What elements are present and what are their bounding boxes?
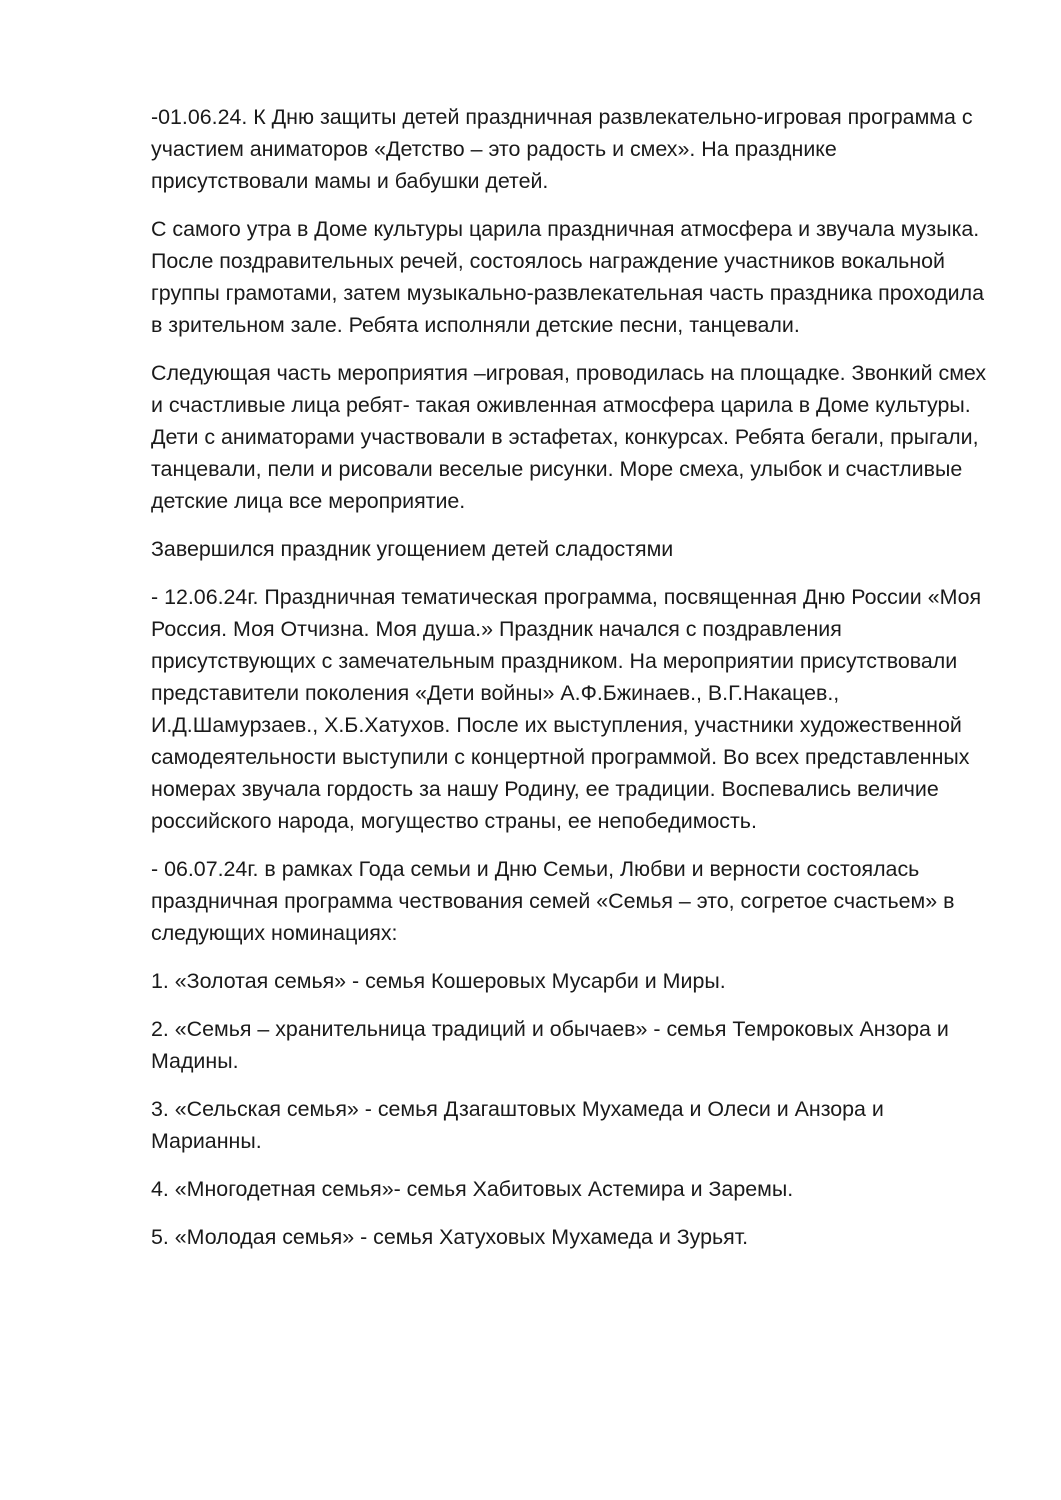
paragraph-game-part: Следующая часть мероприятия –игровая, проводилась на площадке. Звонкий смех и счастливые лица ребят- такая оживленная атмосфера царила в Доме культуры. Дети с аниматорами участвовали в эстафетах, конкурсах. Ребята бегали, прыгали, танцевали, пели и рисовали веселые рисунки. Море смеха, улыбок и счастливые детские лица все мероприятие. <box>151 361 987 513</box>
list-item-large-family: 4. «Многодетная семья»- семья Хабитовых Астемира и Заремы. <box>151 1177 794 1201</box>
paragraph-morning-atmosphere: С самого утра в Доме культуры царила праздничная атмосфера и звучала музыка. После поздравительных речей, состоялось награждение участников вокальной группы грамотами, затем музыкально-развлекательная часть праздника проходила в зрительном зале. Ребята исполняли детские песни, танцевали. <box>151 217 985 337</box>
paragraph-sweets: Завершился праздник угощением детей сладостями <box>151 537 674 561</box>
paragraph-children-day: -01.06.24. К Дню защиты детей праздничная развлекательно-игровая программа с участием аниматоров «Детство – это радость и смех». На празднике присутствовали мамы и бабушки детей. <box>151 105 973 193</box>
paragraph-russia-day: - 12.06.24г. Праздничная тематическая программа, посвященная Дню России «Моя Россия. Моя Отчизна. Моя душа.» Праздник начался с поздравления присутствующих с замечательным праздником. На мероприятии присутствовали представители поколения «Дети войны» А.Ф.Бжинаев., В.Г.Накацев., И.Д.Шамурзаев., Х.Б.Хатухов. После их выступления, участники художественной самодеятельности выступили с концертной программой. Во всех представленных номерах звучала гордость за нашу Родину, ее традиции. Воспевались величие российского народа, могущество страны, ее непобедимость. <box>151 585 982 833</box>
document-body <box>151 101 996 1269</box>
list-item-traditions-family: 2. «Семья – хранительница традиций и обычаев» - семья Темроковых Анзора и Мадины. <box>151 1017 949 1073</box>
list-item-golden-family: 1. «Золотая семья» - семья Кошеровых Мусарби и Миры. <box>151 969 726 993</box>
paragraph-family-day: - 06.07.24г. в рамках Года семьи и Дню Семьи, Любви и верности состоялась праздничная программа чествования семей «Семья – это, согретое счастьем» в следующих номинациях: <box>151 857 955 945</box>
list-item-rural-family: 3. «Сельская семья» - семья Дзагаштовых Мухамеда и Олеси и Анзора и Марианны. <box>151 1097 884 1153</box>
list-item-young-family: 5. «Молодая семья» - семья Хатуховых Мухамеда и Зурьят. <box>151 1225 749 1249</box>
